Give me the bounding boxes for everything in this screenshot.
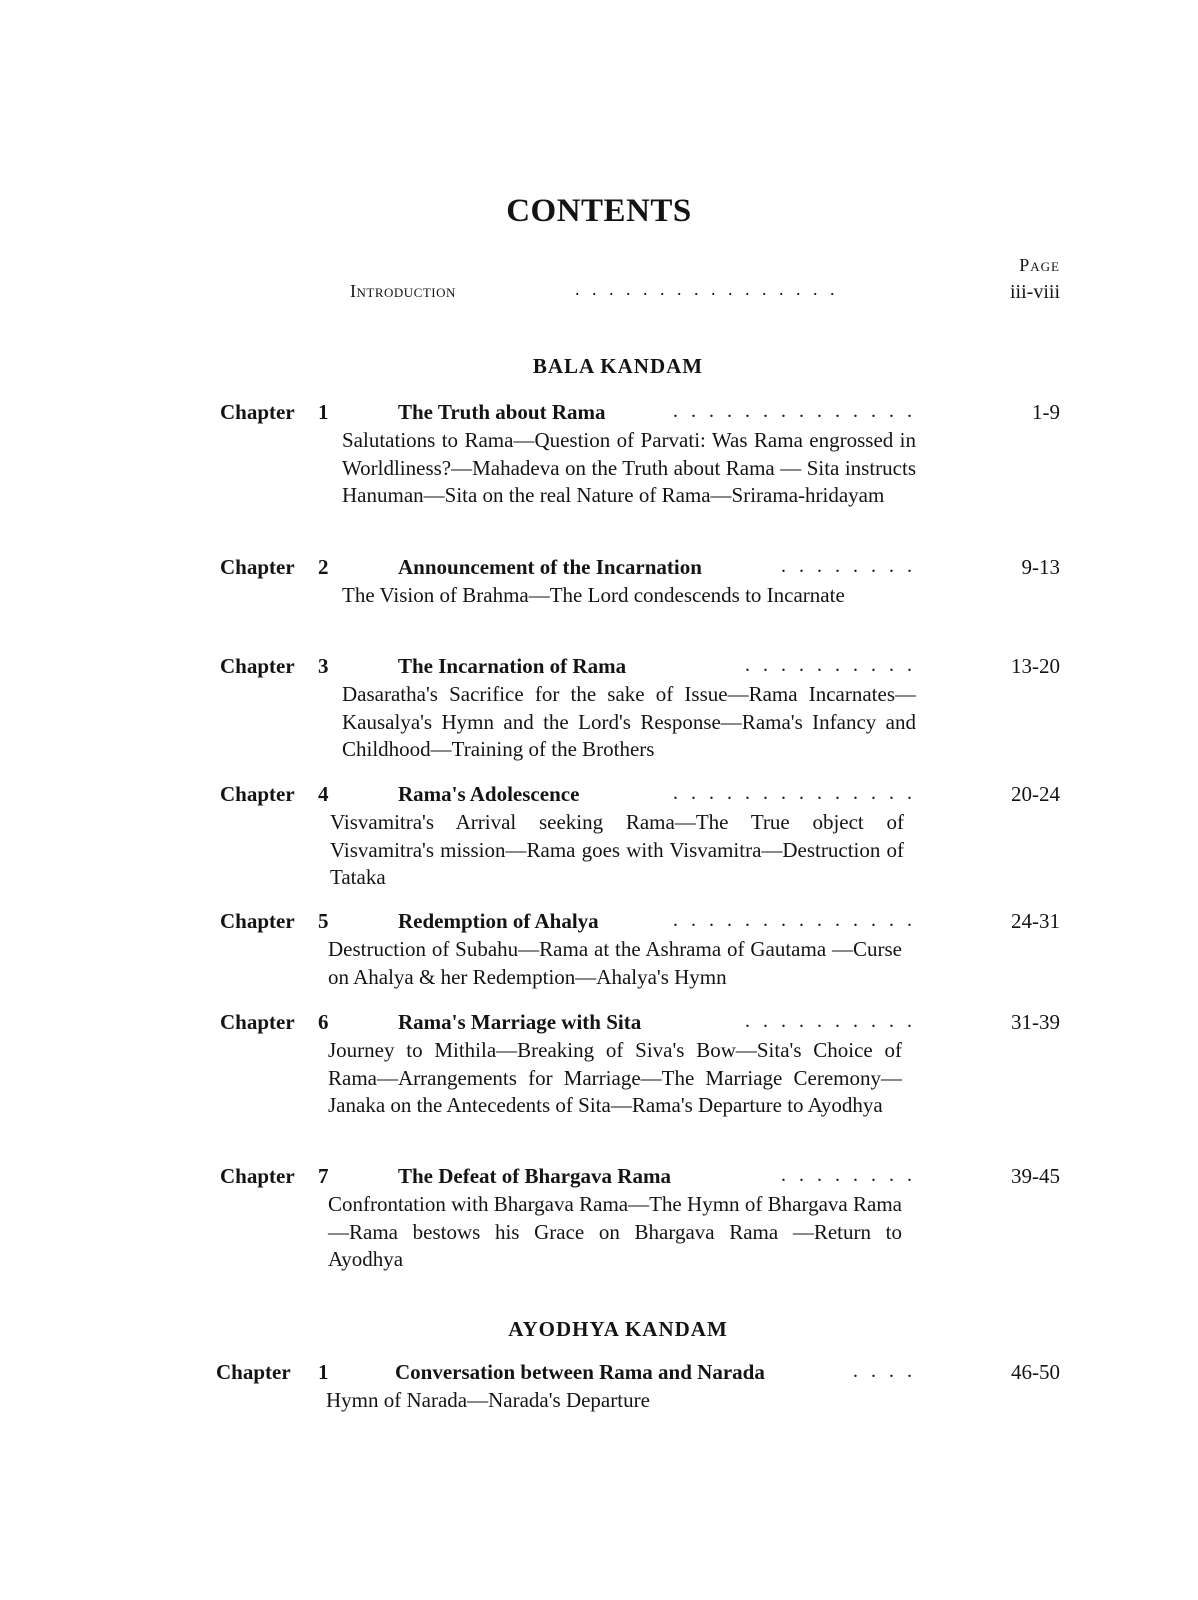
chapter-label: Chapter bbox=[220, 1010, 295, 1034]
chapter-description: Hymn of Narada—Narada's Departure bbox=[326, 1388, 650, 1412]
chapter-label: Chapter bbox=[220, 1164, 295, 1188]
chapter-pages: 24-31 bbox=[1011, 909, 1060, 933]
chapter-description: Dasaratha's Sacrifice for the sake of Issue—Rama Incarnates—Kausalya's Hymn and the Lord's Response—Rama's Infancy and Childhood—Training of the Brothers bbox=[342, 682, 916, 761]
chapter-title: Rama's Marriage with Sita bbox=[398, 1010, 642, 1034]
chapter-title: The Incarnation of Rama bbox=[398, 654, 627, 678]
chapter-title: The Truth about Rama bbox=[398, 400, 606, 424]
chapter-label: Chapter bbox=[220, 654, 295, 678]
introduction-pages: iii-viii bbox=[1010, 281, 1060, 303]
chapter-number: 7 bbox=[318, 1164, 329, 1188]
chapter-title: Redemption of Ahalya bbox=[398, 909, 599, 933]
section-heading-bala-kandam: BALA KANDAM bbox=[532, 354, 704, 378]
chapter-description: Confrontation with Bhargava Rama—The Hymn of Bhargava Rama—Rama bestows his Grace on Bhargava Rama —Return to Ayodhya bbox=[328, 1192, 902, 1271]
leader-dots: . . . . . . . . . . . . . . bbox=[673, 909, 916, 931]
chapter-pages: 9-13 bbox=[1021, 555, 1060, 579]
chapter-title: Rama's Adolescence bbox=[398, 782, 580, 806]
introduction-leader-dots: . . . . . . . . . . . . . . . . bbox=[575, 279, 839, 299]
chapter-description: Destruction of Subahu—Rama at the Ashrama of Gautama —Curse on Ahalya & her Redemption—Ahalya's Hymn bbox=[328, 937, 902, 989]
chapter-number: 2 bbox=[318, 555, 329, 579]
chapter-pages: 39-45 bbox=[1011, 1164, 1060, 1188]
chapter-number: 5 bbox=[318, 909, 329, 933]
chapter-pages: 31-39 bbox=[1011, 1010, 1060, 1034]
chapter-title: Announcement of the Incarnation bbox=[398, 555, 702, 579]
chapter-label: Chapter bbox=[216, 1360, 291, 1384]
leader-dots: . . . . . . . . . . bbox=[745, 1010, 916, 1032]
leader-dots: . . . . . . . . bbox=[781, 1164, 916, 1186]
chapter-title: Conversation between Rama and Narada bbox=[395, 1360, 765, 1384]
leader-dots: . . . . bbox=[853, 1360, 916, 1382]
leader-dots: . . . . . . . . . . . . . . bbox=[673, 782, 916, 804]
chapter-number: 1 bbox=[318, 400, 329, 424]
chapter-description: Journey to Mithila—Breaking of Siva's Bow—Sita's Choice of Rama—Arrangements for Marriage—The Marriage Ceremony—Janaka on the Antecedents of Sita—Rama's Departure to Ayodhya bbox=[328, 1038, 902, 1117]
leader-dots: . . . . . . . . . . bbox=[745, 654, 916, 676]
chapter-number: 6 bbox=[318, 1010, 329, 1034]
page-column-label: Page bbox=[1019, 255, 1060, 275]
chapter-title: The Defeat of Bhargava Rama bbox=[398, 1164, 671, 1188]
chapter-description: The Vision of Brahma—The Lord condescends to Incarnate bbox=[342, 583, 845, 607]
chapter-pages: 20-24 bbox=[1011, 782, 1060, 806]
chapter-pages: 13-20 bbox=[1011, 654, 1060, 678]
chapter-description: Salutations to Rama—Question of Parvati: Was Rama engrossed in Worldliness?—Mahadeva on the Truth about Rama — Sita instructs Hanuman—Sita on the real Nature of Rama—Srirama-hridayam bbox=[342, 428, 916, 507]
chapter-description: Visvamitra's Arrival seeking Rama—The True object of Visvamitra's mission—Rama goes with Visvamitra—Destruction of Tataka bbox=[330, 810, 904, 889]
page-title: CONTENTS bbox=[506, 193, 692, 229]
section-heading-ayodhya-kandam: AYODHYA KANDAM bbox=[508, 1317, 728, 1341]
chapter-pages: 46-50 bbox=[1011, 1360, 1060, 1384]
chapter-label: Chapter bbox=[220, 909, 295, 933]
chapter-number: 4 bbox=[318, 782, 329, 806]
leader-dots: . . . . . . . . . . . . . . bbox=[673, 400, 916, 422]
introduction-label: Introduction bbox=[350, 281, 456, 301]
chapter-label: Chapter bbox=[220, 555, 295, 579]
chapter-pages: 1-9 bbox=[1032, 400, 1060, 424]
chapter-number: 1 bbox=[318, 1360, 329, 1384]
chapter-number: 3 bbox=[318, 654, 329, 678]
leader-dots: . . . . . . . . bbox=[781, 555, 916, 577]
chapter-label: Chapter bbox=[220, 782, 295, 806]
chapter-label: Chapter bbox=[220, 400, 295, 424]
